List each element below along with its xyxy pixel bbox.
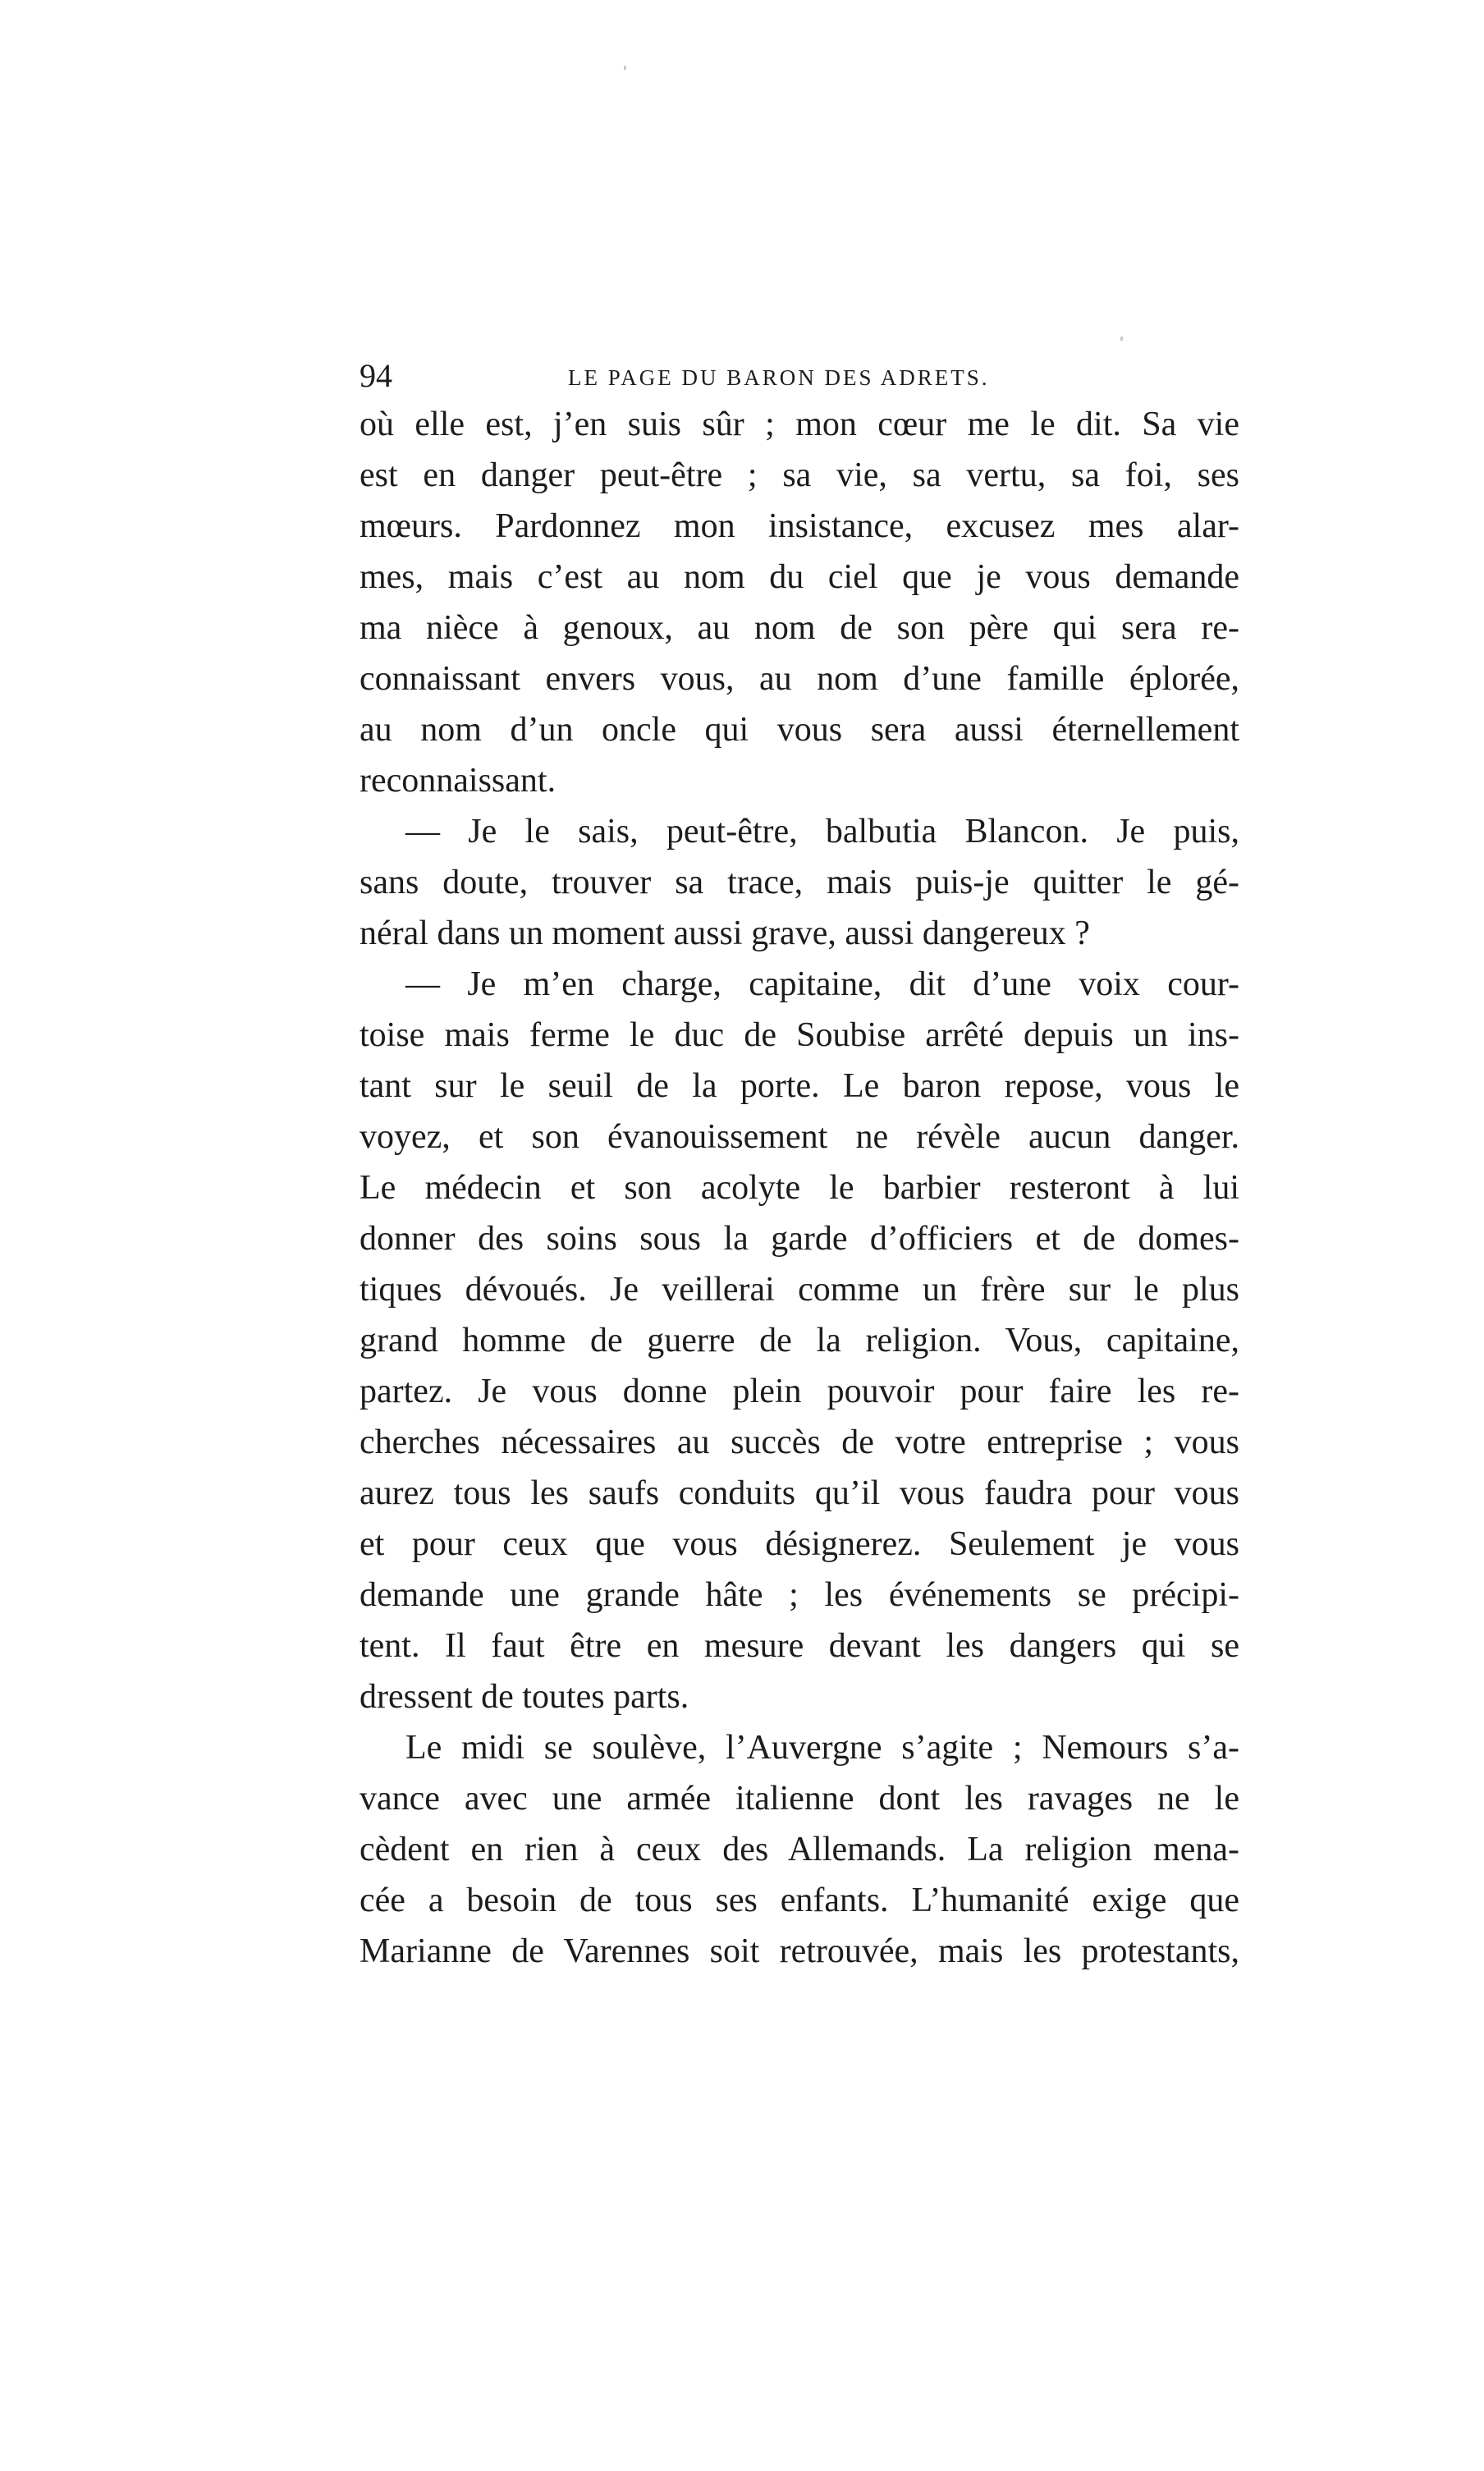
text-line: et pour ceux que vous désignerez. Seulement je vous: [360, 1525, 1239, 1563]
text-line: mœurs. Pardonnez mon insistance, excusez mes alar-: [360, 507, 1239, 545]
text-line: donner des soins sous la garde d’officiers et de domes-: [360, 1220, 1239, 1258]
page-number: 94: [360, 357, 392, 394]
running-title: LE PAGE DU BARON DES ADRETS.: [568, 365, 990, 390]
text-line: sans doute, trouver sa trace, mais puis-je quitter le gé-: [360, 864, 1239, 901]
text-line: où elle est, j’en suis sûr ; mon cœur me le dit. Sa vie: [360, 406, 1239, 443]
text-line: voyez, et son évanouissement ne révèle aucun danger.: [360, 1118, 1239, 1156]
running-head: [360, 351, 1239, 401]
text-line: ma nièce à genoux, au nom de son père qui sera re-: [360, 609, 1239, 647]
text-line: dressent de toutes parts.: [360, 1678, 689, 1716]
text-line: Le midi se soulève, l’Auvergne s’agite ; Nemours s’a-: [405, 1729, 1239, 1767]
body-text: [360, 399, 1239, 1977]
text-line: tent. Il faut être en mesure devant les dangers qui se: [360, 1627, 1239, 1665]
text-line: Marianne de Varennes soit retrouvée, mais les protestants,: [360, 1932, 1239, 1970]
text-line: vance avec une armée italienne dont les ravages ne le: [360, 1780, 1239, 1818]
text-line: au nom d’un oncle qui vous sera aussi éternellement: [360, 711, 1239, 749]
text-line: reconnaissant.: [360, 762, 556, 800]
paper-speck: [1120, 337, 1123, 341]
text-line: cée a besoin de tous ses enfants. L’humanité exige que: [360, 1882, 1239, 1919]
text-line: — Je le sais, peut-être, balbutia Blancon. Je puis,: [405, 813, 1239, 850]
text-line: est en danger peut-être ; sa vie, sa vertu, sa foi, ses: [360, 456, 1239, 494]
text-line: tant sur le seuil de la porte. Le baron repose, vous le: [360, 1067, 1239, 1105]
text-line: grand homme de guerre de la religion. Vous, capitaine,: [360, 1322, 1239, 1359]
text-line: partez. Je vous donne plein pouvoir pour faire les re-: [360, 1373, 1239, 1410]
text-line: cherches nécessaires au succès de votre entreprise ; vous: [360, 1423, 1239, 1461]
text-line: tiques dévoués. Je veillerai comme un frère sur le plus: [360, 1271, 1239, 1309]
text-line: néral dans un moment aussi grave, aussi dangereux ?: [360, 915, 1090, 952]
text-line: Le médecin et son acolyte le barbier resteront à lui: [360, 1169, 1239, 1207]
text-line: demande une grande hâte ; les événements se précipi-: [360, 1576, 1239, 1614]
text-line: aurez tous les saufs conduits qu’il vous faudra pour vous: [360, 1474, 1239, 1512]
text-line: cèdent en rien à ceux des Allemands. La religion mena-: [360, 1831, 1239, 1868]
text-line: toise mais ferme le duc de Soubise arrêté depuis un ins-: [360, 1016, 1239, 1054]
text-line: connaissant envers vous, au nom d’une famille éplorée,: [360, 660, 1239, 698]
text-line: — Je m’en charge, capitaine, dit d’une voix cour-: [405, 965, 1239, 1003]
text-line: mes, mais c’est au nom du ciel que je vous demande: [360, 558, 1239, 596]
paper-speck: [624, 66, 626, 70]
